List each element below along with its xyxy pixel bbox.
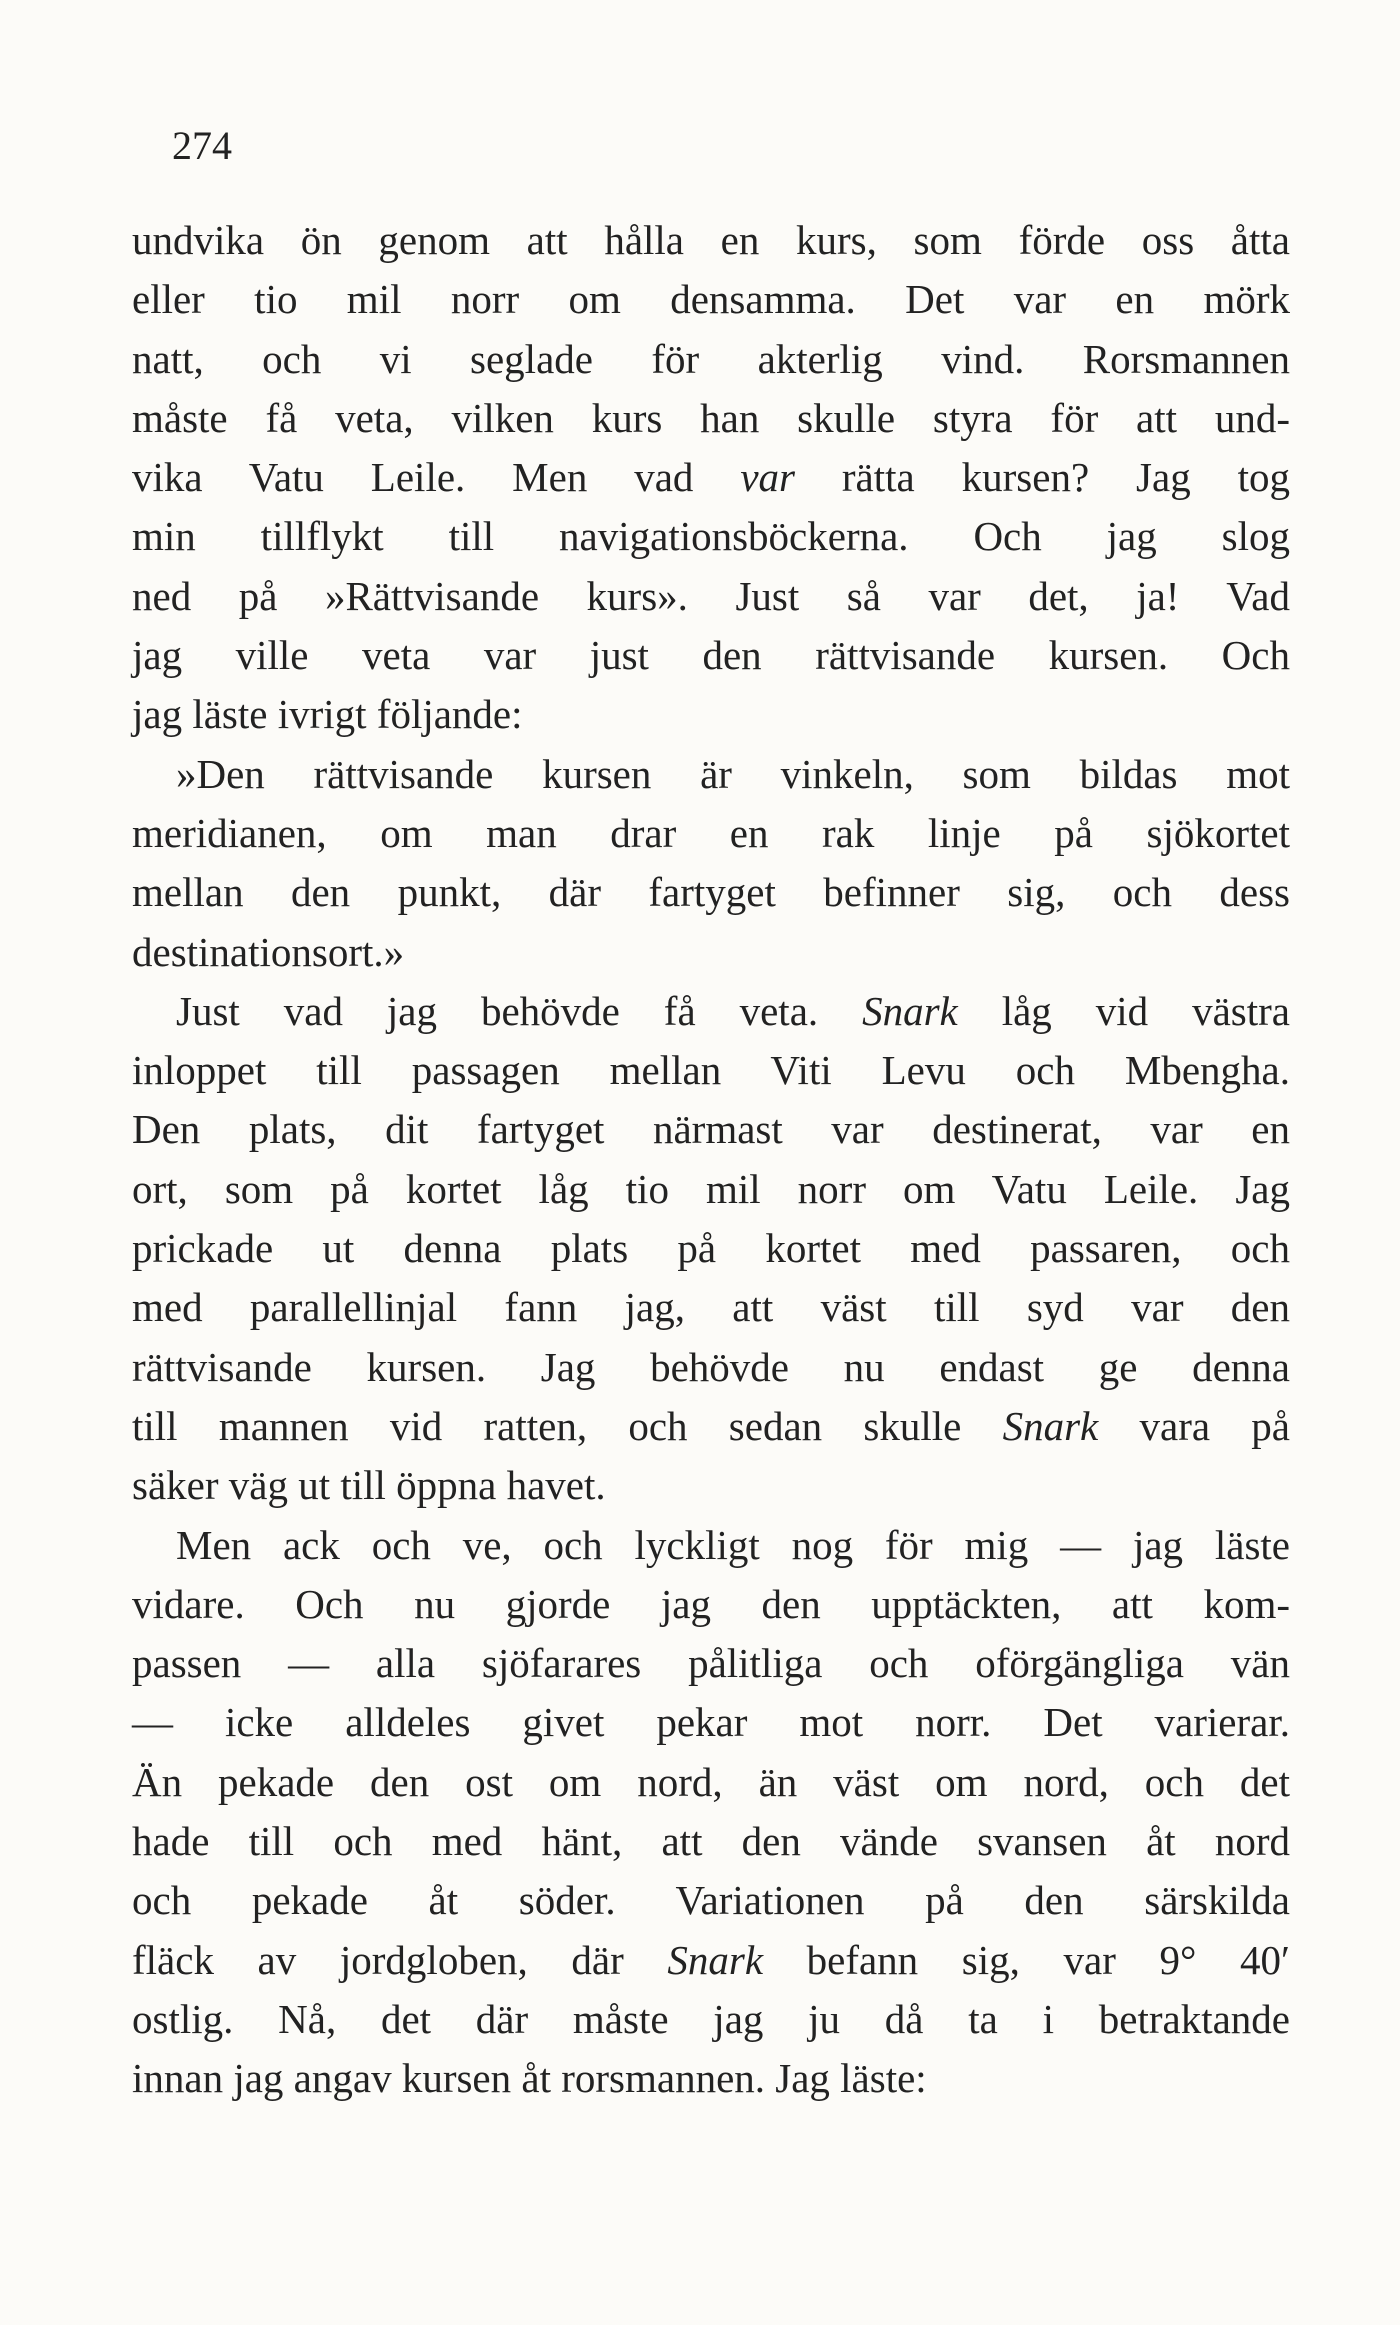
text-line: prickade ut denna plats på kortet med passaren, och: [132, 1225, 1290, 1272]
text-line: vika Vatu Leile. Men vad var rätta kursen? Jag tog: [132, 454, 1290, 501]
text-line: ostlig. Nå, det där måste jag ju då ta i betraktande: [132, 1995, 1290, 2042]
text-line: undvika ön genom att hålla en kurs, som förde oss åtta: [132, 217, 1290, 263]
text-line: min tillflykt till navigationsböckerna. Och jag slog: [132, 513, 1290, 560]
text-line: eller tio mil norr om densamma. Det var en mörk: [132, 276, 1290, 323]
text-line: destinationsort.»: [132, 928, 405, 975]
body-text: [132, 211, 1290, 2109]
text-line: — icke alldeles givet pekar mot norr. Det varierar.: [132, 1699, 1290, 1746]
text-line: jag läste ivrigt följande:: [132, 691, 523, 738]
text-line: jag ville veta var just den rättvisande kursen. Och: [132, 632, 1290, 679]
text-line: innan jag angav kursen åt rorsmannen. Jag läste:: [132, 2055, 927, 2102]
text-line: rättvisande kursen. Jag behövde nu endast ge denna: [132, 1343, 1290, 1390]
text-line: vidare. Och nu gjorde jag den upptäckten, att kom-: [132, 1580, 1290, 1627]
text-line: meridianen, om man drar en rak linje på sjökortet: [132, 809, 1290, 856]
text-line: med parallellinjal fann jag, att väst till syd var den: [132, 1284, 1290, 1331]
text-line: natt, och vi seglade för akterlig vind. Rorsmannen: [132, 335, 1290, 382]
text-line: ned på »Rättvisande kurs». Just så var det, ja! Vad: [132, 572, 1290, 619]
text-line: mellan den punkt, där fartyget befinner sig, och dess: [132, 869, 1290, 916]
italic-word: Snark: [667, 1936, 764, 1983]
text-line: ort, som på kortet låg tio mil norr om Vatu Leile. Jag: [132, 1165, 1290, 1212]
text-line: Den plats, dit fartyget närmast var destinerat, var en: [132, 1106, 1290, 1153]
text-line: passen — alla sjöfarares pålitliga och oförgängliga vän: [132, 1640, 1290, 1687]
text-line: måste få veta, vilken kurs han skulle styra för att und-: [132, 394, 1290, 441]
italic-word: var: [740, 454, 795, 501]
italic-word: Snark: [1002, 1402, 1099, 1449]
text-line: inloppet till passagen mellan Viti Levu och Mbengha.: [132, 1047, 1290, 1094]
text-line: »Den rättvisande kursen är vinkeln, som bildas mot: [176, 750, 1290, 797]
text-line: Men ack och ve, och lyckligt nog för mig — jag läste: [176, 1521, 1290, 1568]
text-line: säker väg ut till öppna havet.: [132, 1462, 606, 1509]
text-line: fläck av jordgloben, där Snark befann sig, var 9° 40′: [132, 1936, 1290, 1983]
italic-word: Snark: [862, 987, 958, 1034]
text-line: till mannen vid ratten, och sedan skulle Snark vara på: [132, 1402, 1291, 1449]
text-line: Än pekade den ost om nord, än väst om nord, och det: [132, 1758, 1290, 1805]
text-line: hade till och med hänt, att den vände svansen åt nord: [132, 1818, 1290, 1865]
text-line: och pekade åt söder. Variationen på den särskilda: [132, 1877, 1290, 1924]
text-line: Just vad jag behövde få veta. Snark låg vid västra: [176, 987, 1290, 1034]
page-number: 274: [172, 123, 232, 168]
